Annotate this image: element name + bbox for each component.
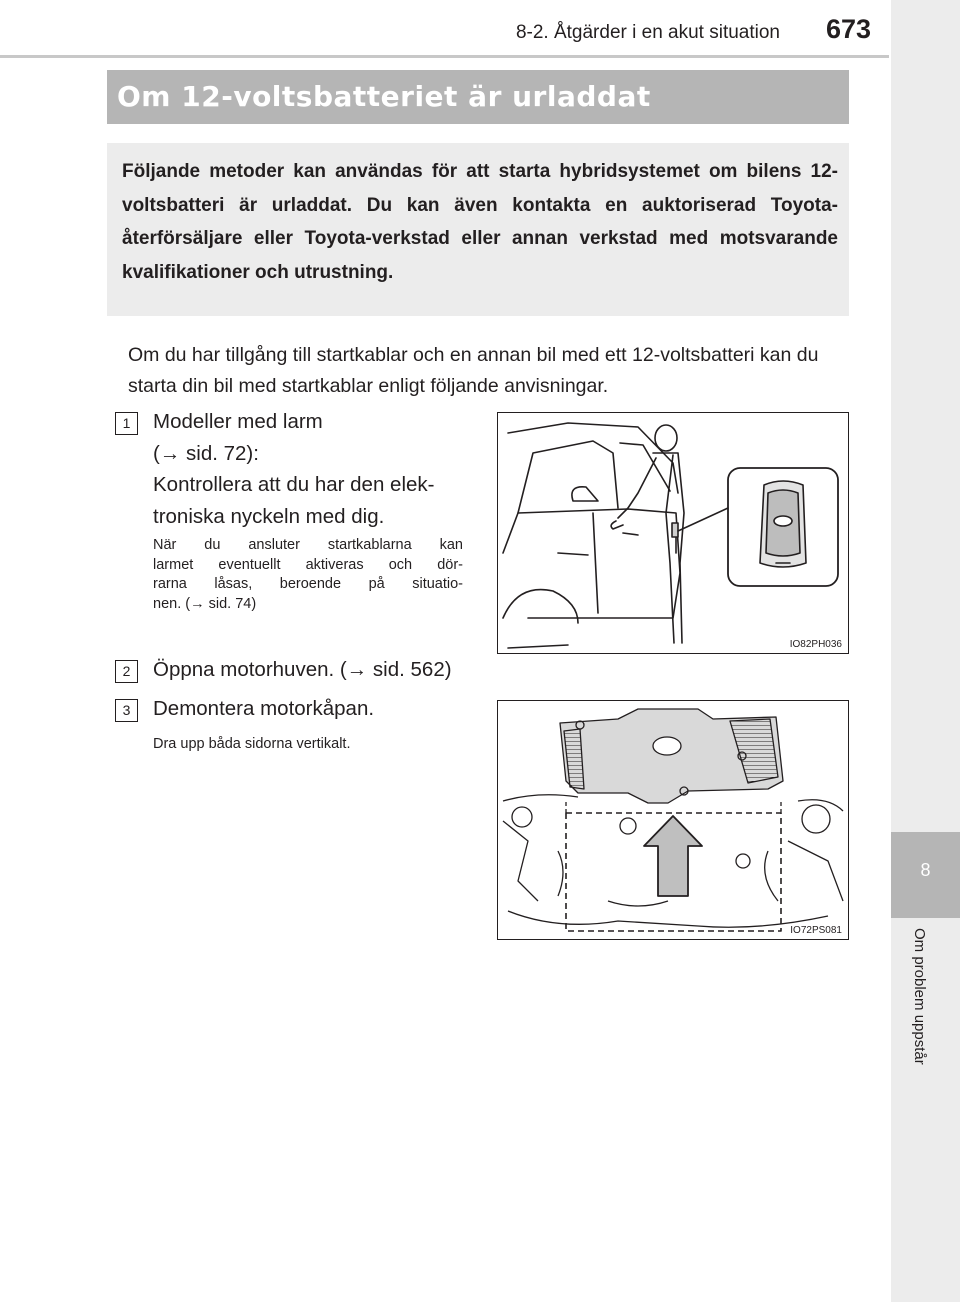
chapter-number: 8	[920, 860, 931, 880]
step-1-text	[153, 406, 434, 532]
step-1-note-line: larmet eventuellt aktiveras och dör-	[153, 556, 463, 573]
step-1-note-line: rarna låsas, beroende på situatio-	[153, 576, 463, 592]
step-1-note-line: nen. (→ sid. 74)	[153, 595, 257, 612]
page-number: 673	[826, 14, 872, 44]
step-1-line: (→ sid. 72):	[153, 441, 259, 465]
step-1-note-line: När du ansluter startkablarna kan	[153, 537, 463, 553]
step-number-3: 3	[115, 699, 138, 722]
engine-cover-illustration	[498, 701, 848, 939]
step-number-1: 1	[115, 412, 138, 435]
section-path: 8-2. Åtgärder i en akut situation	[515, 22, 780, 43]
intro-text: Följande metoder kan användas för att starta hybridsystemet om bilens 12-voltsbatteri är urladdat. Du kan även kontakta en auktoriserad Toyota-återförsäljare eller Toyota-verkstad eller annan verkstad med motsvarande kvalifikationer och utrustning.	[122, 161, 838, 283]
step-3-note: Dra upp båda sidorna vertikalt.	[153, 736, 351, 752]
chapter-label: Om problem uppstår	[911, 928, 928, 1065]
intro-box	[107, 143, 849, 316]
figure-code: IO72PS081	[790, 925, 842, 936]
step-3-text: Demontera motorkåpan.	[153, 697, 375, 720]
page-title: Om 12-voltsbatteriet är urladdat	[117, 80, 651, 113]
step-1-line: Modeller med larm	[153, 410, 323, 433]
figure-engine-cover	[497, 700, 849, 940]
figure-smart-key	[497, 412, 849, 654]
figure-code: IO82PH036	[789, 639, 842, 650]
lead-paragraph: Om du har tillgång till startkablar och en annan bil med ett 12-voltsbatteri kan du starta din bil med startkablar enligt följande anvisningar.	[128, 344, 819, 397]
step-2-text: Öppna motorhuven. (→ sid. 562)	[153, 658, 452, 681]
title-band	[107, 70, 849, 124]
header-divider	[0, 55, 889, 58]
chapter-number-tab[interactable]	[891, 832, 960, 918]
step-number-2: 2	[115, 660, 138, 683]
step-1-line: troniska nyckeln med dig.	[153, 504, 385, 528]
step-1-line: Kontrollera att du har den elek-	[153, 473, 435, 496]
car-door-illustration	[498, 413, 848, 653]
step-1-note	[153, 536, 463, 614]
